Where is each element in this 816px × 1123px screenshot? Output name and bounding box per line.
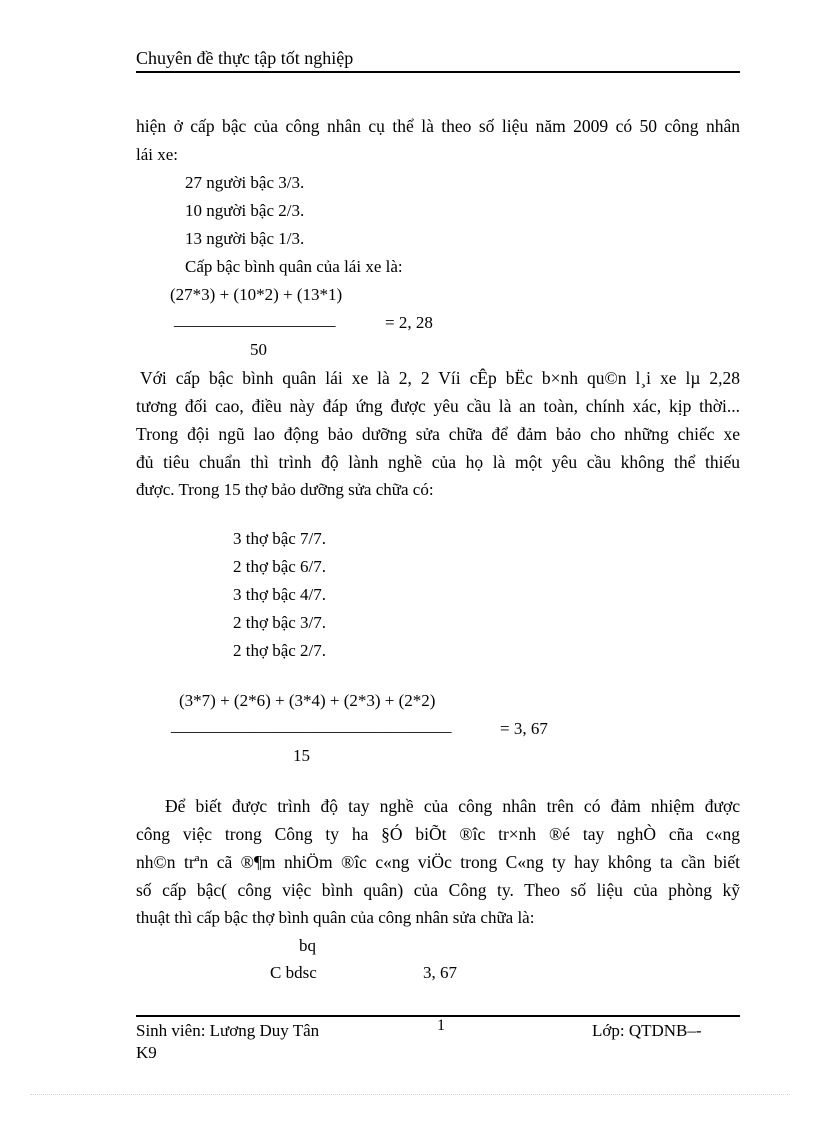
page-bottom-divider — [30, 1094, 790, 1095]
footer-page-number: 1 — [437, 1017, 445, 1034]
paragraph-line: hiện ở cấp bậc của công nhân cụ thể là theo số liệu năm 2009 có 50 công nhân — [136, 116, 740, 136]
avg-driver-label: Cấp bậc bình quân của lái xe là: — [185, 257, 403, 276]
paragraph-line: đủ tiêu chuẩn thì trình độ lành nghề của họ là một yêu cầu không thể thiếu — [136, 452, 740, 472]
list-item: 27 người bậc 3/3. — [185, 173, 305, 192]
formula2-denominator: 15 — [293, 746, 310, 765]
formula1-denominator: 50 — [250, 340, 267, 359]
list-item: 3 thợ bậc 7/7. — [233, 529, 327, 548]
header-rule — [136, 71, 740, 73]
paragraph-line: Với cấp bậc bình quân lái xe là 2, 2 Víi cÊp bËc b×nh qu©n l¸i xe lµ 2,28 — [140, 368, 740, 388]
paragraph-line: tương đối cao, điều này đáp ứng được yêu cầu là an toàn, chính xác, kịp thời... — [136, 396, 740, 416]
paragraph-line: được. Trong 15 thợ bảo dưỡng sửa chữa có: — [136, 480, 434, 499]
formula2-result: = 3, 67 — [500, 719, 548, 738]
list-item: 10 người bậc 2/3. — [185, 201, 305, 220]
paragraph-line: nh©n trªn cã ®¶m nhiÖm ®îc c«ng viÖc trong C«ng ty hay không ta cần biết — [136, 852, 740, 872]
list-item: 2 thợ bậc 3/7. — [233, 613, 327, 632]
formula2-numerator: (3*7) + (2*6) + (3*4) + (2*3) + (2*2) — [179, 691, 436, 710]
footer-class: Lớp: QTDNB–- — [592, 1021, 702, 1040]
formula1-bar: ___________________ — [174, 310, 336, 329]
formula3-value: 3, 67 — [423, 963, 457, 982]
formula1-numerator: (27*3) + (10*2) + (13*1) — [170, 285, 343, 304]
formula3-subscript: bq — [299, 936, 316, 955]
formula3-symbol: C bdsc — [270, 963, 317, 982]
paragraph-line: Để biết được trình độ tay nghề của công nhân trên có đảm nhiệm được — [165, 796, 740, 816]
paragraph-line: Trong đội ngũ lao động bảo dưỡng sửa chữa để đảm bảo cho những chiếc xe — [136, 424, 740, 444]
footer-student: Sinh viên: Lương Duy Tân — [136, 1021, 320, 1040]
paragraph-line: thuật thì cấp bậc thợ bình quân của công nhân sửa chữa là: — [136, 908, 535, 927]
paragraph-line: lái xe: — [136, 145, 179, 164]
footer-cohort: K9 — [136, 1043, 157, 1062]
formula1-result: = 2, 28 — [385, 313, 433, 332]
list-item: 2 thợ bậc 6/7. — [233, 557, 327, 576]
list-item: 2 thợ bậc 2/7. — [233, 641, 327, 660]
list-item: 13 người bậc 1/3. — [185, 229, 305, 248]
paragraph-line: công việc trong Công ty ha §Ó biÕt ®îc tr×nh ®é tay nghÒ cña c«ng — [136, 824, 740, 844]
page-header-title: Chuyên đề thực tập tốt nghiệp — [136, 48, 354, 68]
list-item: 3 thợ bậc 4/7. — [233, 585, 327, 604]
paragraph-line: số cấp bậc( công việc bình quân) của Công ty. Theo số liệu của phòng kỹ — [136, 880, 740, 900]
formula2-bar: _________________________________ — [171, 716, 452, 735]
